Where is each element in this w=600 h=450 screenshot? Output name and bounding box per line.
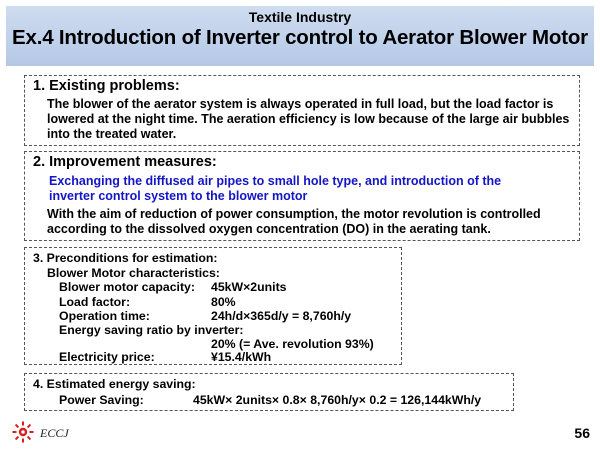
eccj-logo-icon [12,421,34,443]
estimated-saving-heading: 4. Estimated energy saving: [33,377,196,391]
capacity-label: Blower motor capacity: [59,280,195,294]
electricity-price-value: ¥15.4/kWh [211,350,272,364]
operation-time-value: 24h/d×365d/y = 8,760h/y [211,309,352,323]
operation-time-label: Operation time: [59,309,150,323]
improvement-measures-heading: 2. Improvement measures: [33,154,217,170]
energy-saving-ratio-label: Energy saving ratio by inverter: [59,323,244,337]
slide-header [6,6,594,66]
electricity-price-label: Electricity price: [59,350,155,364]
blower-characteristics-heading: Blower Motor characteristics: [47,266,220,280]
preconditions-box [24,247,402,365]
capacity-value: 45kW×2units [211,280,287,294]
existing-problems-heading: 1. Existing problems: [33,78,180,94]
eccj-logo-text: ECCJ [40,426,69,440]
category-label: Textile Industry [248,9,352,25]
improvement-body-text: With the aim of reduction of power consumption, the motor revolution is controlled according to the dissolved oxygen concentration (DO) in the aerating tank. [47,207,541,236]
load-factor-value: 80% [211,295,236,309]
improvement-measures-box [24,151,580,241]
estimated-saving-box [24,373,514,411]
power-saving-value: 45kW× 2units× 0.8× 8,760h/y× 0.2 = 126,144kWh/y [193,393,482,407]
improvement-highlight-text: Exchanging the diffused air pipes to small hole type, and introduction of the inverter control system to the blower motor [49,174,502,203]
existing-problems-box [24,75,580,146]
slide-title: Ex.4 Introduction of Inverter control to Aerator Blower Motor [12,26,588,49]
energy-saving-ratio-value: 20% (= Ave. revolution 93%) [211,337,374,351]
power-saving-label: Power Saving: [59,393,144,407]
load-factor-label: Load factor: [59,295,131,309]
existing-problems-text: The blower of the aerator system is always operated in full load, but the load factor is lowered at the night time. The aeration efficiency is low because of the large air bubbles into the treated water. [47,97,570,141]
preconditions-heading: 3. Preconditions for estimation: [33,251,218,265]
page-number: 56 [574,425,590,441]
